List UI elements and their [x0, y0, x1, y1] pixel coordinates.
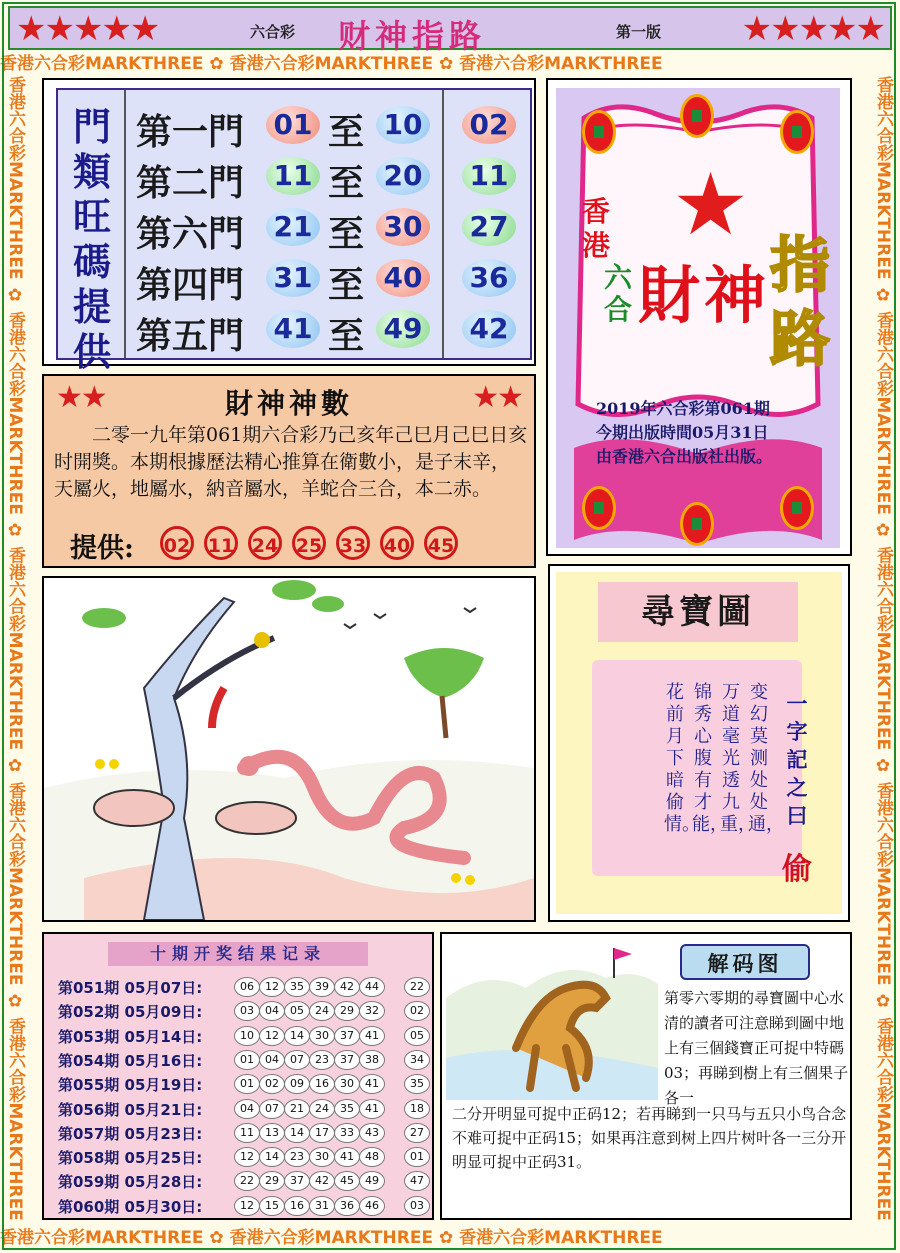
history-row: [58, 1120, 430, 1144]
stars-icon: ★★: [56, 380, 106, 415]
draw-number: 10: [234, 1026, 260, 1046]
draw-number: 30: [309, 1147, 335, 1167]
draw-number: 13: [259, 1123, 285, 1143]
border-strip-bottom: 香港六合彩MARKTHREE ✿ 香港六合彩MARKTHREE ✿ 香港六合彩MARKTHREE: [0, 1226, 900, 1250]
history-row: [58, 1071, 430, 1095]
pick-number-ball: 42: [462, 310, 516, 348]
coin-icon: [582, 486, 616, 530]
draw-number: 06: [234, 977, 260, 997]
cover-char: 合: [604, 293, 633, 326]
draw-number: 29: [259, 1171, 285, 1191]
draw-number: 39: [309, 977, 335, 997]
draw-number: 12: [259, 977, 285, 997]
border-strip-right: 香港六合彩MARKTHREE ✿ 香港六合彩MARKTHREE ✿ 香港六合彩MARKTHREE ✿ 香港六合彩MARKTHREE ✿ 香港六合彩MARKTHREE: [868, 76, 898, 1226]
range-end-ball: 30: [376, 208, 430, 246]
page-title: 财神指路: [338, 17, 487, 55]
draw-number: 37: [334, 1050, 360, 1070]
decode-text-bottom: 二分开明显可捉中正码12；若再睇到一只马与五只小鸟合念不难可捉中正码15；如果再注意到树上四片树叶各一三分开明显可捉中正码31。: [452, 1105, 847, 1171]
decode-text-right: 第零六零期的尋寶圖中心水清的讀者可注意睇到圖中地上有三個錢寶正可捉中特碼03；再睇到樹上有三個果子各一: [664, 989, 849, 1107]
draw-number: 14: [284, 1123, 310, 1143]
draw-number: 42: [309, 1171, 335, 1191]
draw-date-label: 第060期 05月30日:: [58, 1197, 203, 1216]
draw-number: 01: [234, 1050, 260, 1070]
draw-number: 12: [234, 1196, 260, 1216]
divider: [124, 90, 126, 358]
draw-number: 04: [259, 1050, 285, 1070]
special-number: 05: [404, 1026, 430, 1046]
draw-number: 43: [359, 1123, 385, 1143]
masthead: [8, 6, 892, 55]
provided-number: 33: [336, 526, 370, 560]
draw-date-label: 第055期 05月19日:: [58, 1076, 203, 1095]
snake-illustration: [42, 576, 536, 922]
draw-number: 24: [309, 1001, 335, 1021]
door-label: 第二門: [136, 162, 245, 204]
draw-number: 15: [259, 1196, 285, 1216]
range-start-ball: 21: [266, 208, 320, 246]
poem-line: 锦秀心腹有才能，: [692, 682, 728, 835]
provided-number: 02: [160, 526, 194, 560]
door-label: 第五門: [136, 315, 245, 357]
door-label: 第六門: [136, 213, 245, 255]
cover-char: 指: [770, 231, 830, 301]
draw-number: 14: [284, 1026, 310, 1046]
stars-icon: ★★: [472, 380, 522, 415]
horse-illustration: [446, 938, 658, 1100]
history-row: [58, 1023, 430, 1047]
pick-number-ball: 36: [462, 259, 516, 297]
draw-date-label: 第057期 05月23日:: [58, 1124, 203, 1143]
draw-date-label: 第054期 05月16日:: [58, 1051, 203, 1070]
draw-number: 02: [259, 1074, 285, 1094]
range-to-word: 至: [328, 213, 365, 255]
draw-number: 44: [359, 977, 385, 997]
draw-number: 16: [284, 1196, 310, 1216]
draw-number: 12: [234, 1147, 260, 1167]
border-strip-left: 香港六合彩MARKTHREE ✿ 香港六合彩MARKTHREE ✿ 香港六合彩MARKTHREE ✿ 香港六合彩MARKTHREE ✿ 香港六合彩MARKTHREE: [0, 76, 30, 1226]
history-row: [58, 1193, 430, 1217]
provided-number: 45: [424, 526, 458, 560]
issue-number: 2019年六合彩第061期: [596, 399, 770, 418]
special-number: 01: [404, 1147, 430, 1167]
provided-number: 24: [248, 526, 282, 560]
cover-char: 港: [582, 229, 611, 262]
pick-number-ball: 27: [462, 208, 516, 246]
cover-panel: [546, 78, 852, 556]
shenshu-body: 二零一九年第061期六合彩乃己亥年己巳月己巳日亥时開獎。本期根據歷法精心推算在衛數小，是子末辛，天屬火，地屬水，納音屬水，羊蛇合三合，本二赤。: [54, 424, 528, 500]
special-number: 18: [404, 1099, 430, 1119]
draw-number: 37: [334, 1026, 360, 1046]
history-row: [58, 1168, 430, 1192]
poem-scroll: [592, 660, 802, 876]
special-number: 03: [404, 1196, 430, 1216]
draw-number: 36: [334, 1196, 360, 1216]
border-strip-top: 香港六合彩MARKTHREE ✿ 香港六合彩MARKTHREE ✿ 香港六合彩MARKTHREE: [0, 52, 900, 76]
draw-number: 41: [359, 1074, 385, 1094]
draw-number: 41: [359, 1099, 385, 1119]
edition-label: 第一版: [616, 23, 662, 41]
poem-line: 万道毫光透九重，: [720, 682, 756, 835]
coin-icon: [680, 502, 714, 546]
history-row: [58, 974, 430, 998]
draw-number: 04: [259, 1001, 285, 1021]
cover-char: 六: [604, 261, 633, 294]
door-panel-title: 門類旺碼提供: [72, 104, 111, 374]
special-number: 02: [404, 1001, 430, 1021]
draw-date-label: 第051期 05月07日:: [58, 979, 203, 997]
cover-char: 路: [770, 305, 830, 375]
cover-char: 財: [638, 259, 701, 332]
draw-number: 41: [359, 1026, 385, 1046]
range-end-ball: 20: [376, 157, 430, 195]
draw-number: 38: [359, 1050, 385, 1070]
draw-number: 05: [284, 1001, 310, 1021]
range-start-ball: 01: [266, 106, 320, 144]
draw-number: 30: [334, 1074, 360, 1094]
draw-number: 12: [259, 1026, 285, 1046]
draw-number: 49: [359, 1171, 385, 1191]
draw-number: 22: [234, 1171, 260, 1191]
pick-number-ball: 11: [462, 157, 516, 195]
draw-number: 21: [284, 1099, 310, 1119]
riddle-answer: 偷: [782, 852, 812, 887]
history-row: [58, 1047, 430, 1071]
draw-number: 24: [309, 1099, 335, 1119]
poem-line: 变幻莫测处处通，: [748, 682, 784, 835]
draw-number: 30: [309, 1026, 335, 1046]
coin-icon: [780, 110, 814, 154]
draw-date-label: 第056期 05月21日:: [58, 1100, 203, 1119]
treasure-title: 尋寶圖: [598, 582, 798, 642]
draw-number: 46: [359, 1196, 385, 1216]
shenshu-title: 財神神數: [224, 387, 353, 420]
draw-date-label: 第052期 05月09日:: [58, 1003, 203, 1022]
draw-date-label: 第053期 05月14日:: [58, 1027, 203, 1046]
door-row: [132, 102, 532, 153]
range-end-ball: 40: [376, 259, 430, 297]
riddle-text: 一字記之曰: [786, 691, 808, 828]
header-stars-right: ★★★★★: [741, 9, 884, 49]
provided-number: 11: [204, 526, 238, 560]
treasure-map-panel: [548, 564, 850, 922]
door-numbers-panel: [42, 78, 536, 374]
header-stars-left: ★★★★★: [16, 9, 159, 49]
door-row: [132, 153, 532, 204]
star-icon: ★: [672, 155, 750, 255]
special-number: 35: [404, 1074, 430, 1094]
coin-icon: [680, 94, 714, 138]
provided-number: 40: [380, 526, 414, 560]
cover-char: 神: [704, 259, 767, 332]
history-row: [58, 998, 430, 1022]
draw-date-label: 第058期 05月25日:: [58, 1149, 203, 1168]
special-number: 47: [404, 1171, 430, 1191]
illustration-image: [44, 578, 534, 920]
history-row: [58, 1144, 430, 1168]
poem-line: 花前月下暗偷情。: [664, 682, 700, 835]
draw-date-label: 第059期 05月28日:: [58, 1173, 203, 1192]
draw-number: 35: [284, 977, 310, 997]
draw-number: 33: [334, 1123, 360, 1143]
draw-number: 45: [334, 1171, 360, 1191]
header-lottery-label: 六合彩: [250, 23, 296, 41]
range-start-ball: 31: [266, 259, 320, 297]
range-to-word: 至: [328, 162, 365, 204]
history-row: [58, 1096, 430, 1120]
range-start-ball: 41: [266, 310, 320, 348]
shenshu-panel: [42, 374, 536, 568]
draw-history-panel: [42, 932, 434, 1220]
special-number: 34: [404, 1050, 430, 1070]
draw-number: 42: [334, 977, 360, 997]
range-start-ball: 11: [266, 157, 320, 195]
cover-char: 香: [582, 195, 611, 228]
range-to-word: 至: [328, 111, 365, 153]
draw-number: 23: [284, 1147, 310, 1167]
draw-number: 37: [284, 1171, 310, 1191]
draw-number: 09: [284, 1074, 310, 1094]
draw-number: 48: [359, 1147, 385, 1167]
decode-panel: [440, 932, 852, 1220]
draw-number: 07: [284, 1050, 310, 1070]
publisher: 由香港六合出版社出版。: [596, 447, 773, 466]
range-end-ball: 10: [376, 106, 430, 144]
range-to-word: 至: [328, 315, 365, 357]
draw-number: 04: [234, 1099, 260, 1119]
draw-number: 23: [309, 1050, 335, 1070]
decode-title: 解码图: [680, 944, 810, 980]
history-title: 十期开奖结果记录: [108, 942, 368, 966]
draw-number: 29: [334, 1001, 360, 1021]
draw-number: 17: [309, 1123, 335, 1143]
door-label: 第一門: [136, 111, 245, 153]
range-to-word: 至: [328, 264, 365, 306]
door-row: [132, 306, 532, 357]
coin-icon: [780, 486, 814, 530]
provide-label: 提供:: [70, 533, 134, 564]
draw-number: 35: [334, 1099, 360, 1119]
provided-number: 25: [292, 526, 326, 560]
special-number: 22: [404, 977, 430, 997]
range-end-ball: 49: [376, 310, 430, 348]
pick-number-ball: 02: [462, 106, 516, 144]
door-row: [132, 255, 532, 306]
draw-number: 31: [309, 1196, 335, 1216]
draw-number: 01: [234, 1074, 260, 1094]
draw-number: 14: [259, 1147, 285, 1167]
draw-number: 07: [259, 1099, 285, 1119]
draw-number: 41: [334, 1147, 360, 1167]
door-label: 第四門: [136, 264, 245, 306]
door-row: [132, 204, 532, 255]
special-number: 27: [404, 1123, 430, 1143]
publish-date: 今期出版時間05月31日: [596, 423, 769, 442]
draw-number: 03: [234, 1001, 260, 1021]
coin-icon: [582, 110, 616, 154]
draw-number: 11: [234, 1123, 260, 1143]
draw-number: 16: [309, 1074, 335, 1094]
draw-number: 32: [359, 1001, 385, 1021]
